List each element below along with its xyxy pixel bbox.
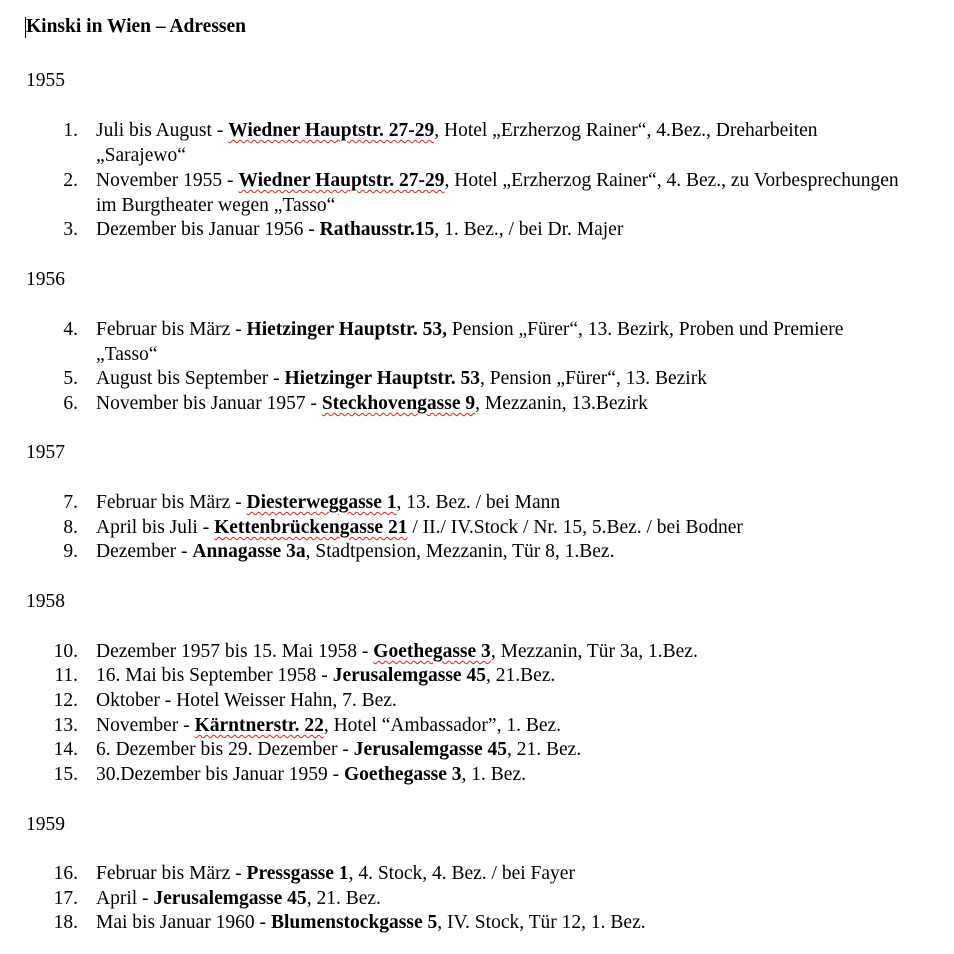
list-item-text: 16. Mai bis September 1958 - Jerusalemgasse 45, 21.Bez. bbox=[96, 665, 556, 686]
list-number: 13. bbox=[53, 715, 78, 736]
street-address: Hietzinger Hauptstr. 53, bbox=[246, 319, 447, 340]
street-address: Kärntnerstr. 22 bbox=[194, 715, 324, 736]
list-item-text: Februar bis März - Diesterweggasse 1, 13. Bez. / bei Mann bbox=[96, 492, 561, 513]
list-number: 11. bbox=[54, 665, 78, 686]
year-heading-1955: 1955 bbox=[26, 70, 65, 91]
street-address: Hietzinger Hauptstr. 53 bbox=[284, 368, 481, 389]
list-item-text: Dezember 1957 bis 15. Mai 1958 - Goethegasse 3, Mezzanin, Tür 3a, 1.Bez. bbox=[96, 641, 698, 662]
list-item-text: Februar bis März - Hietzinger Hauptstr. 53, Pension „Fürer“, 13. Bezirk, Proben und Premiere „Tasso“ bbox=[96, 319, 844, 365]
street-address: Jerusalemgasse 45 bbox=[332, 665, 486, 686]
street-address: Jerusalemgasse 45 bbox=[353, 739, 508, 760]
list-item-text: April bis Juli - Kettenbrückengasse 21 / II./ IV.Stock / Nr. 15, 5.Bez. / bei Bodner bbox=[96, 517, 743, 538]
list-number: 5. bbox=[63, 368, 78, 389]
street-address: Wiedner Hauptstr. 27-29 bbox=[228, 120, 435, 141]
list-item-text: November 1955 - Wiedner Hauptstr. 27-29, Hotel „Erzherzog Rainer“, 4. Bez., zu Vorbesprechungen im Burgtheater wegen „Tasso“ bbox=[96, 170, 899, 216]
street-address: Kettenbrückengasse 21 bbox=[214, 517, 408, 538]
street-address: Goethegasse 3 bbox=[373, 641, 491, 662]
street-address: Diesterweggasse 1 bbox=[246, 492, 397, 513]
list-number: 16. bbox=[53, 863, 78, 884]
list-item-text: November bis Januar 1957 - Steckhovengasse 9, Mezzanin, 13.Bezirk bbox=[96, 393, 648, 414]
list-item-text: 6. Dezember bis 29. Dezember - Jerusalemgasse 45, 21. Bez. bbox=[96, 739, 582, 760]
street-address: Steckhovengasse 9 bbox=[321, 393, 476, 414]
street-address: Jerusalemgasse 45 bbox=[153, 888, 307, 909]
list-number: 12. bbox=[53, 690, 78, 711]
list-number: 8. bbox=[63, 517, 78, 538]
list-item-text: Dezember bis Januar 1956 - Rathausstr.15, 1. Bez., / bei Dr. Majer bbox=[96, 219, 624, 240]
list-number: 9. bbox=[63, 541, 78, 562]
list-item-text: August bis September - Hietzinger Hauptstr. 53, Pension „Fürer“, 13. Bezirk bbox=[96, 368, 707, 389]
list-number: 3. bbox=[63, 219, 78, 240]
list-item-text: Februar bis März - Pressgasse 1, 4. Stock, 4. Bez. / bei Fayer bbox=[96, 863, 575, 884]
year-heading-1958: 1958 bbox=[26, 591, 65, 612]
list-number: 17. bbox=[53, 888, 78, 909]
list-item-text: Dezember - Annagasse 3a, Stadtpension, Mezzanin, Tür 8, 1.Bez. bbox=[96, 541, 615, 562]
list-item-text: Oktober - Hotel Weisser Hahn, 7. Bez. bbox=[96, 690, 397, 711]
list-number: 1. bbox=[63, 120, 78, 141]
list-number: 2. bbox=[63, 170, 78, 191]
document-title: Kinski in Wien – Adressen bbox=[26, 16, 246, 37]
year-heading-1956: 1956 bbox=[26, 269, 65, 290]
list-number: 4. bbox=[63, 319, 78, 340]
street-address: Wiedner Hauptstr. 27-29 bbox=[238, 170, 445, 191]
list-item-text: November - Kärntnerstr. 22, Hotel “Ambassador”, 1. Bez. bbox=[96, 715, 562, 736]
list-number: 7. bbox=[63, 492, 78, 513]
list-number: 14. bbox=[53, 739, 78, 760]
street-address: Rathausstr.15 bbox=[319, 219, 435, 240]
year-heading-1959: 1959 bbox=[26, 814, 65, 835]
street-address: Annagasse 3a bbox=[192, 541, 306, 562]
street-address: Goethegasse 3 bbox=[344, 764, 462, 785]
list-item-text: Mai bis Januar 1960 - Blumenstockgasse 5, IV. Stock, Tür 12, 1. Bez. bbox=[96, 912, 646, 933]
street-address: Pressgasse 1 bbox=[246, 863, 349, 884]
list-item-text: April - Jerusalemgasse 45, 21. Bez. bbox=[96, 888, 381, 909]
list-number: 18. bbox=[53, 912, 78, 933]
street-address: Blumenstockgasse 5 bbox=[270, 912, 438, 933]
list-number: 10. bbox=[53, 641, 78, 662]
list-item-text: Juli bis August - Wiedner Hauptstr. 27-29, Hotel „Erzherzog Rainer“, 4.Bez., Dreharbeiten „Sarajewo“ bbox=[96, 120, 818, 166]
list-number: 6. bbox=[63, 393, 78, 414]
list-number: 15. bbox=[53, 764, 78, 785]
list-item-text: 30.Dezember bis Januar 1959 - Goethegasse 3, 1. Bez. bbox=[96, 764, 526, 785]
year-heading-1957: 1957 bbox=[26, 442, 65, 463]
